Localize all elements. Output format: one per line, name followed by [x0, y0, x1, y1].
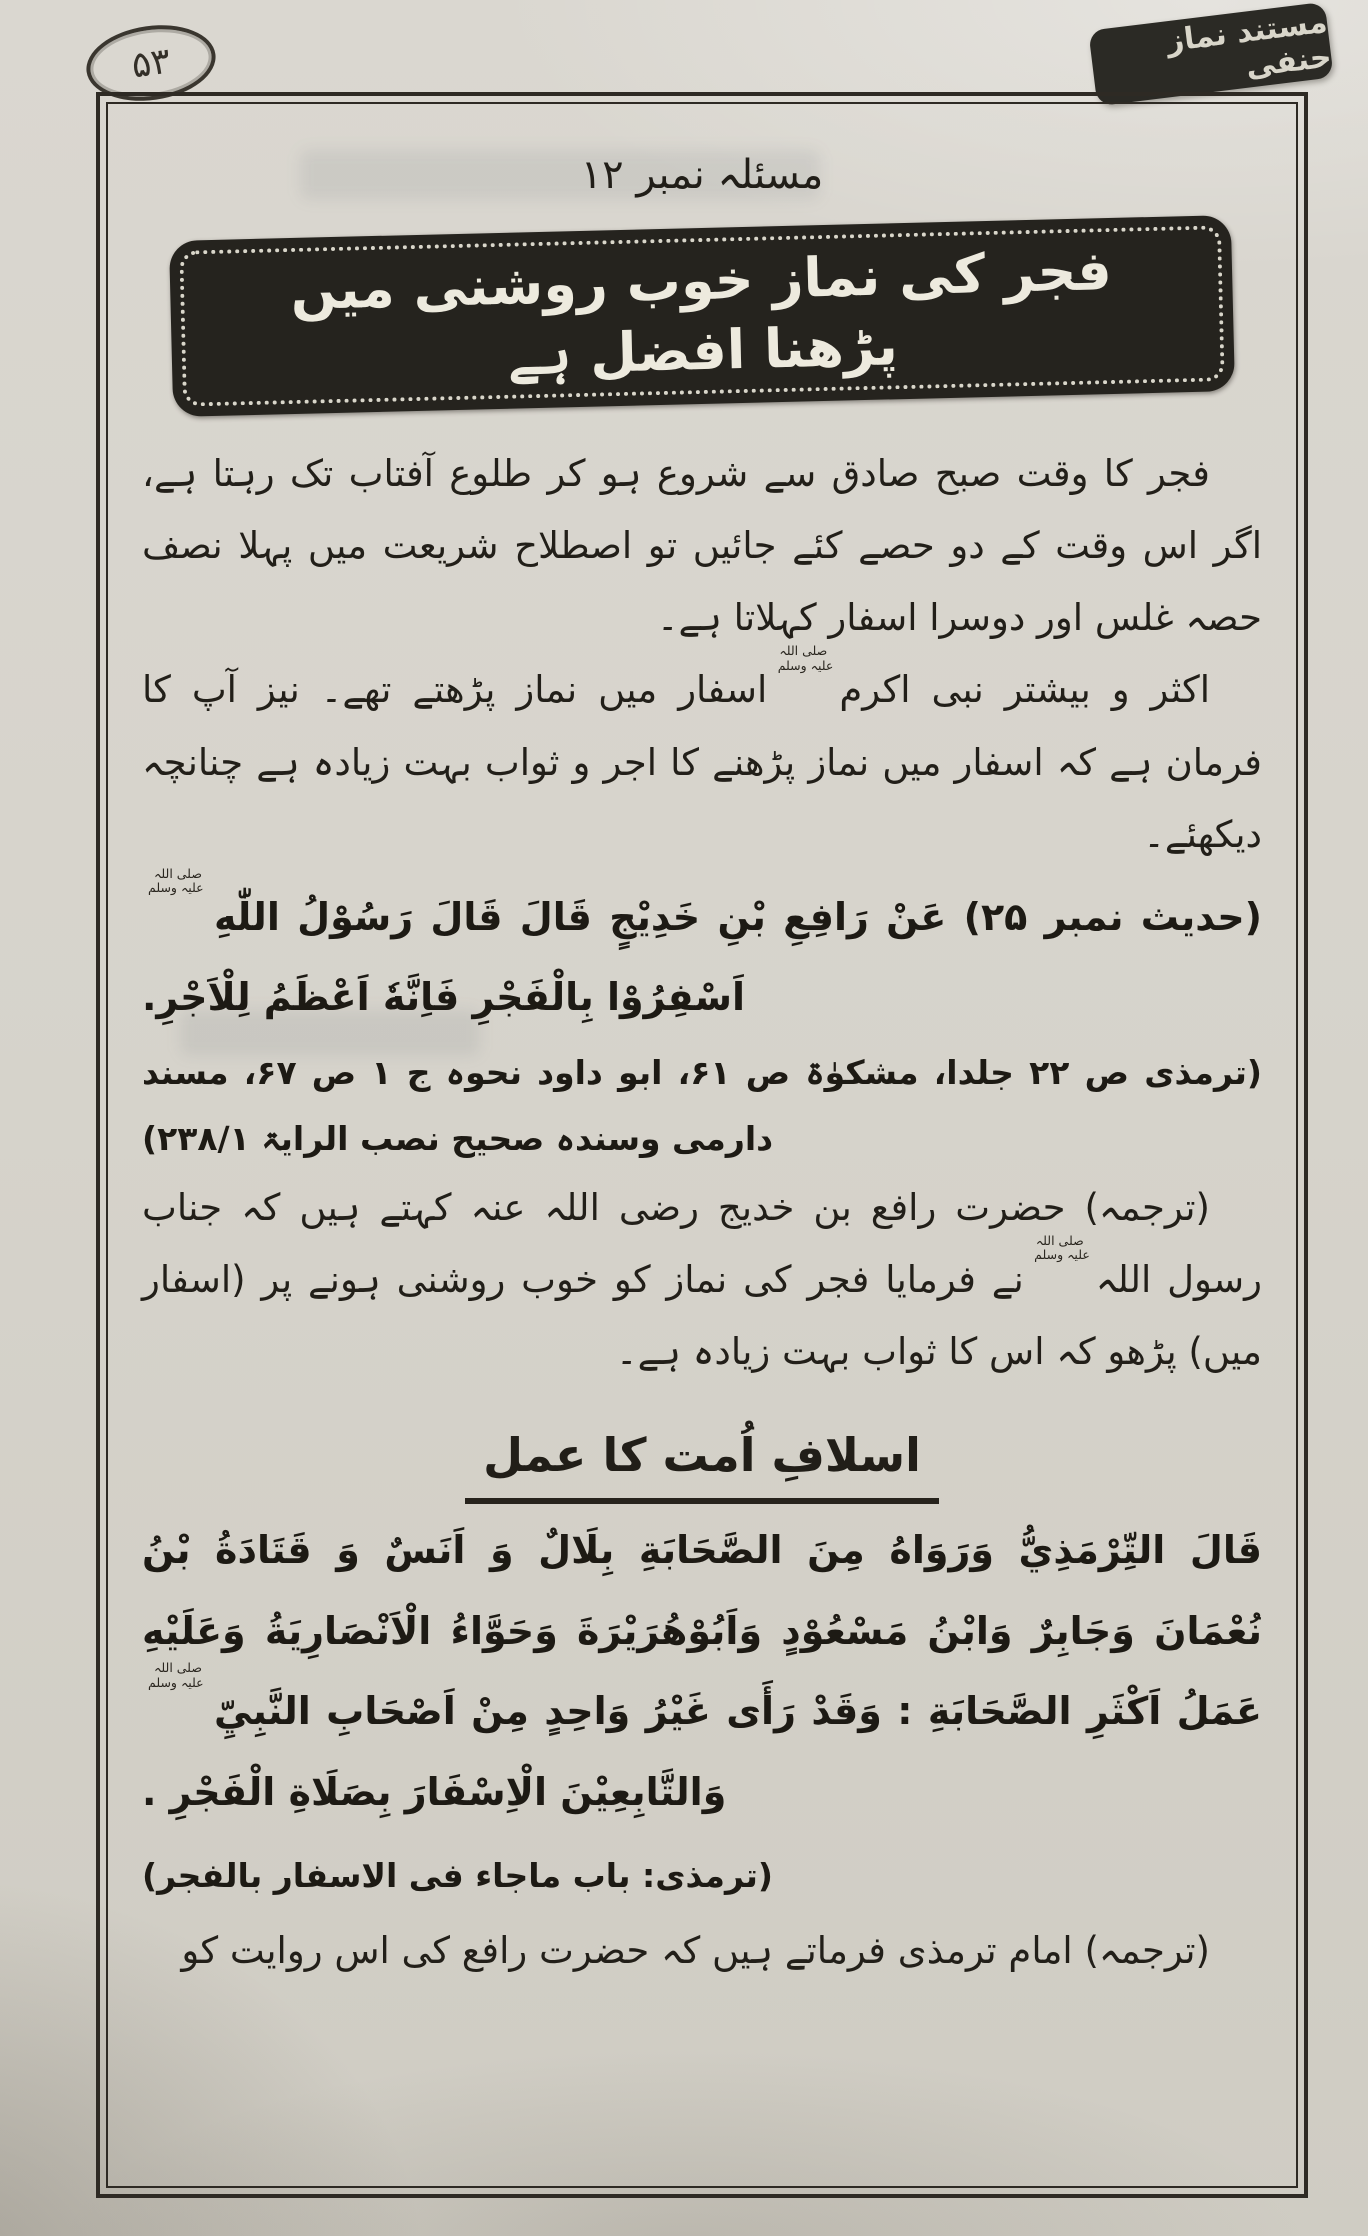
section-heading-wrap — [142, 1428, 1262, 1504]
para1-text: فجر کا وقت صبح صادق سے شروع ہو کر طلوع آفتاب تک رہتا ہے، اگر اس وقت کے دو حصے کئے جائیں تو اصطلاح شریعت میں پہلا نصف حصہ غلس اور دوسرا اسفار کہلاتا ہے۔ — [142, 452, 1262, 640]
hadith-after: اَسْفِرُوْا بِالْفَجْرِ فَاِنَّهٗ اَعْظَمُ لِلْاَجْرِ. — [142, 975, 745, 1020]
book-title-badge — [1088, 2, 1333, 106]
arabic-quote-block — [142, 1510, 1262, 1832]
translation-paragraph-1 — [142, 1172, 1262, 1388]
title-box-dotted-border — [179, 225, 1225, 406]
translation1-before: (ترجمہ) حضرت رافع بن خدیج رضی اللہ عنہ کہتے ہیں کہ جناب رسول اللہ — [142, 1185, 1262, 1302]
page-frame — [96, 92, 1308, 2198]
para2-after: اسفار میں نماز پڑھتے تھے۔ نیز آپ کا فرمان ہے کہ اسفار میں نماز پڑھنے کا اجر و ثواب بہت زیادہ ہے چنانچہ دیکھئے۔ — [142, 668, 1262, 856]
sallallahu-mark: صلی اللہ علیہ وسلم — [148, 1660, 204, 1690]
arabic-before: قَالَ التِّرْمَذِيُّ وَرَوَاهُ مِنَ الصَّحَابَةِ بِلَالٌ وَ اَنَسٌ وَ قَتَادَةُ بْنُ نُعْمَانَ وَجَابِرٌ وَابْنُ مَسْعُوْدٍ وَاَبُوْهُرَيْرَةَ وَحَوَّاءُ الْاَنْصَارِيَةُ وَعَلَيْهِ عَمَلُ اَكْثَرِ الصَّحَابَةِ : وَقَدْ رَأَى غَيْرُ وَاحِدٍ مِنْ اَصْحَابِ النَّبِيِّ — [142, 1528, 1262, 1734]
masla-heading: مسئلہ نمبر ۱۲ — [580, 152, 824, 198]
sallallahu-mark: صلی اللہ علیہ وسلم — [1034, 1233, 1090, 1263]
para2-before: اکثر و بیشتر نبی اکرم — [839, 668, 1211, 712]
title-box — [169, 215, 1235, 417]
translation-paragraph-2: (ترجمہ) امام ترمذی فرماتے ہیں کہ حضرت رافع کی اس روایت کو — [181, 1928, 1210, 1972]
body-paragraph-2 — [142, 643, 1262, 870]
arabic-after: وَالتَّابِعِيْنَ الْاِسْفَارَ بِصَلَاةِ الْفَجْرِ . — [142, 1770, 727, 1814]
sallallahu-mark: صلی اللہ علیہ وسلم — [148, 865, 204, 896]
tirmidhi-chapter-reference: (ترمذی: باب ماجاء فی الاسفار بالفجر) — [142, 1855, 773, 1895]
body-paragraph-1 — [142, 438, 1262, 654]
sallallahu-mark: صلی اللہ علیہ وسلم — [777, 643, 834, 673]
hadith-arabic — [142, 865, 1262, 1038]
page-number: ۵۳ — [129, 40, 174, 86]
page-frame-inner — [106, 102, 1298, 2188]
title-box-text: فجر کی نماز خوب روشنی میں پڑھنا افضل ہے — [289, 238, 1113, 387]
translation1-after: نے فرمایا فجر کی نماز کو خوب روشنی ہونے پر (اسفار میں) پڑھو کہ اس کا ثواب بہت زیادہ ہے۔ — [142, 1258, 1262, 1374]
hadith-before: (حدیث نمبر ۲۵) عَنْ رَافِعِ بْنِ خَدِيْجٍ قَالَ قَالَ رَسُوْلُ اللّٰهِ — [214, 894, 1262, 939]
section-heading: اسلافِ اُمت کا عمل — [465, 1428, 939, 1504]
book-title: مستند نماز حنفی — [1164, 4, 1334, 85]
hadith-reference: (ترمذی ص ۲۲ جلدا، مشکوٰۃ ص ۶۱، ابو داود نحوہ ج ۱ ص ۶۷، مسند دارمی وسندہ صحیح نصب الرایۃ ۲۳۸/۱) — [142, 1052, 1262, 1158]
